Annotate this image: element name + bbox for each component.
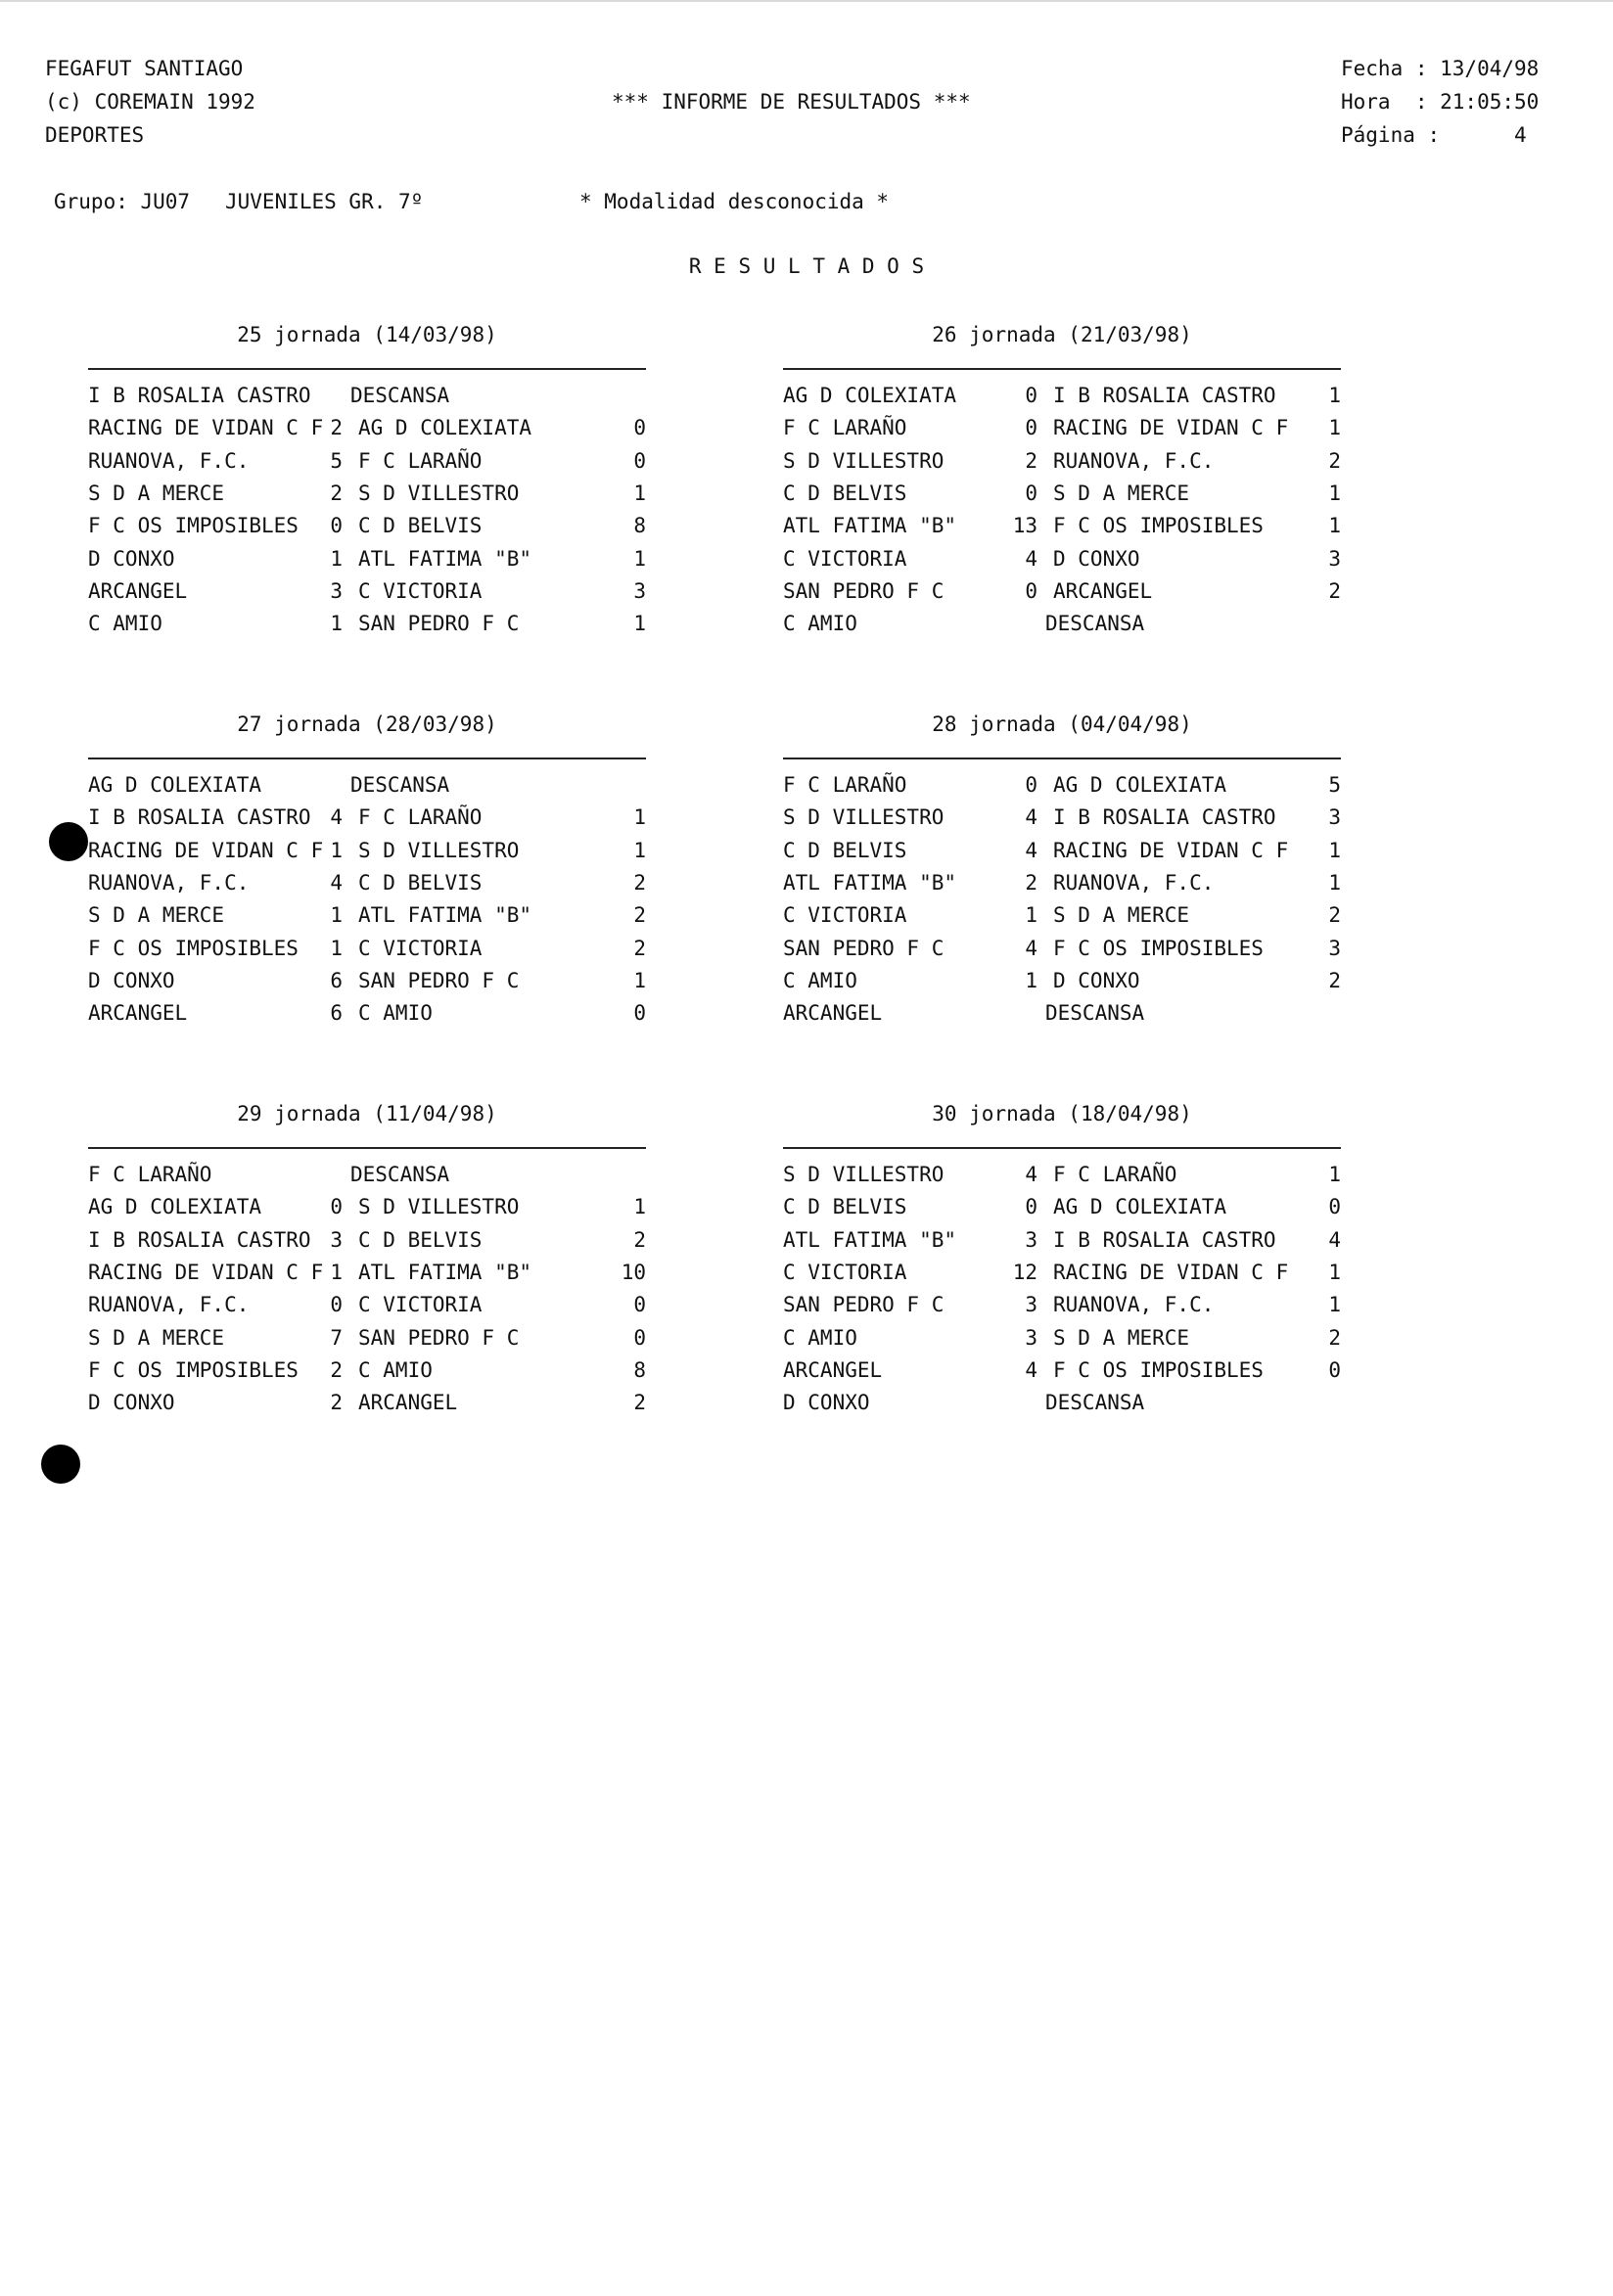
home-team: ARCANGEL (88, 1001, 188, 1026)
match-row (88, 1261, 646, 1293)
home-score: 2 (330, 416, 343, 440)
away-score: 0 (1328, 1195, 1341, 1219)
home-score: 5 (330, 448, 343, 473)
match-row (783, 579, 1341, 612)
home-score: 1 (330, 903, 343, 928)
match-row (783, 416, 1341, 448)
away-team: AG D COLEXIATA (358, 416, 532, 440)
away-score: 1 (633, 968, 646, 992)
away-score: 1 (1328, 838, 1341, 862)
home-team: I B ROSALIA CASTRO (88, 805, 311, 830)
away-team: RACING DE VIDAN C F (1053, 1260, 1289, 1284)
away-score: 3 (1328, 805, 1341, 830)
home-score: 2 (330, 481, 343, 505)
home-score: 12 (1012, 1260, 1037, 1284)
away-score: 2 (1328, 448, 1341, 473)
jornada-block (783, 1102, 1341, 1415)
away-team: ATL FATIMA "B" (358, 1260, 532, 1284)
home-score: 0 (1025, 481, 1037, 505)
jornada-divider (88, 758, 646, 759)
jornada-block (783, 712, 1341, 1026)
match-row (88, 937, 646, 969)
match-row (783, 547, 1341, 579)
match-row (783, 1358, 1341, 1391)
away-score: 8 (633, 1357, 646, 1382)
away-team: C VICTORIA (358, 1293, 483, 1317)
home-team: D CONXO (783, 1391, 870, 1415)
match-row (88, 773, 646, 805)
away-team: D CONXO (1053, 546, 1140, 571)
away-score: 1 (633, 612, 646, 636)
copyright-line: (c) COREMAIN 1992 (45, 90, 255, 114)
away-score: 2 (633, 1391, 646, 1415)
home-team: S D VILLESTRO (783, 805, 945, 830)
away-team: ATL FATIMA "B" (358, 903, 532, 928)
away-score: 2 (633, 903, 646, 928)
match-row (88, 1163, 646, 1195)
home-score: 1 (330, 546, 343, 571)
away-score: 2 (633, 936, 646, 960)
match-row (88, 1228, 646, 1261)
match-row (88, 547, 646, 579)
jornada-divider (783, 368, 1341, 370)
home-team: C AMIO (783, 968, 857, 992)
match-row (88, 969, 646, 1001)
away-team: F C LARAÑO (358, 805, 483, 830)
away-score: 5 (1328, 773, 1341, 797)
jornada-divider (88, 1147, 646, 1149)
home-team: RACING DE VIDAN C F (88, 1260, 324, 1284)
away-team: C D BELVIS (358, 514, 483, 538)
home-team: SAN PEDRO F C (783, 578, 945, 603)
away-team: C D BELVIS (358, 1227, 483, 1252)
away-team: I B ROSALIA CASTRO (1053, 1227, 1276, 1252)
home-score: 2 (330, 1391, 343, 1415)
home-score: 0 (1025, 1195, 1037, 1219)
home-team: S D A MERCE (88, 481, 225, 505)
home-score: 1 (330, 1260, 343, 1284)
away-score: 2 (1328, 578, 1341, 603)
away-team: C D BELVIS (358, 870, 483, 895)
match-row (88, 805, 646, 838)
away-score: 1 (1328, 1260, 1341, 1284)
away-team: S D A MERCE (1053, 903, 1190, 928)
section-title: R E S U L T A D O S (688, 254, 925, 278)
rest-label: DESCANSA (350, 1163, 450, 1186)
home-score: 1 (330, 838, 343, 862)
away-score: 1 (1328, 1163, 1341, 1186)
org-name: FEGAFUT SANTIAGO (45, 57, 244, 80)
jornada-title: 27 jornada (28/03/98) (237, 712, 497, 736)
jornada-title: 29 jornada (11/04/98) (237, 1102, 497, 1125)
away-team: F C LARAÑO (1053, 1163, 1177, 1186)
match-row (88, 384, 646, 416)
away-score: 0 (633, 416, 646, 440)
match-row (783, 1293, 1341, 1325)
home-score: 4 (1025, 805, 1037, 830)
match-row (88, 449, 646, 482)
home-team: I B ROSALIA CASTRO (88, 1227, 311, 1252)
match-row (88, 482, 646, 514)
home-score: 3 (1025, 1293, 1037, 1317)
away-score: 3 (633, 578, 646, 603)
home-score: 3 (1025, 1325, 1037, 1350)
match-row (783, 514, 1341, 546)
away-score: 1 (1328, 416, 1341, 440)
away-team: I B ROSALIA CASTRO (1053, 805, 1276, 830)
top-border (0, 0, 1613, 2)
home-score: 6 (330, 968, 343, 992)
away-score: 2 (1328, 903, 1341, 928)
match-row (783, 805, 1341, 838)
home-team: D CONXO (88, 968, 175, 992)
home-score: 2 (330, 1357, 343, 1382)
home-team: S D A MERCE (88, 1325, 225, 1350)
home-team: RUANOVA, F.C. (88, 448, 250, 473)
home-score: 0 (330, 1293, 343, 1317)
home-score: 3 (1025, 1227, 1037, 1252)
jornada-divider (88, 368, 646, 370)
home-team: ATL FATIMA "B" (783, 870, 957, 895)
jornada-divider (783, 1147, 1341, 1149)
away-score: 0 (633, 1293, 646, 1317)
away-score: 4 (1328, 1227, 1341, 1252)
match-row (783, 1261, 1341, 1293)
away-team: AG D COLEXIATA (1053, 773, 1227, 797)
match-row (783, 1228, 1341, 1261)
home-team: ARCANGEL (783, 1001, 883, 1026)
match-row (88, 1001, 646, 1033)
away-team: RUANOVA, F.C. (1053, 870, 1215, 895)
home-team: C AMIO (783, 1325, 857, 1350)
binder-hole (41, 1445, 80, 1484)
away-score: 0 (1328, 1357, 1341, 1382)
home-team: F C OS IMPOSIBLES (88, 514, 299, 538)
away-team: F C OS IMPOSIBLES (1053, 936, 1264, 960)
home-team: AG D COLEXIATA (88, 1195, 262, 1219)
jornada-title: 25 jornada (14/03/98) (237, 323, 497, 346)
away-score: 1 (1328, 481, 1341, 505)
home-score: 0 (1025, 773, 1037, 797)
home-team: C VICTORIA (783, 546, 907, 571)
home-team: C AMIO (88, 612, 162, 636)
home-team: SAN PEDRO F C (783, 1293, 945, 1317)
rest-label: DESCANSA (1045, 1391, 1145, 1415)
away-team: S D A MERCE (1053, 1325, 1190, 1350)
away-score: 1 (633, 838, 646, 862)
home-score: 4 (1025, 1357, 1037, 1382)
match-row (783, 937, 1341, 969)
away-team: RUANOVA, F.C. (1053, 1293, 1215, 1317)
home-team: F C LARAÑO (783, 416, 907, 440)
home-team: C D BELVIS (783, 481, 907, 505)
home-score: 13 (1012, 514, 1037, 538)
away-team: I B ROSALIA CASTRO (1053, 384, 1276, 407)
away-score: 8 (633, 514, 646, 538)
home-score: 2 (1025, 448, 1037, 473)
jornada-title: 26 jornada (21/03/98) (932, 323, 1192, 346)
match-row (783, 482, 1341, 514)
home-team: S D VILLESTRO (783, 448, 945, 473)
home-score: 4 (1025, 838, 1037, 862)
jornada-block (88, 712, 646, 1026)
away-score: 1 (633, 1195, 646, 1219)
away-team: AG D COLEXIATA (1053, 1195, 1227, 1219)
away-score: 3 (1328, 936, 1341, 960)
home-team: C VICTORIA (783, 903, 907, 928)
home-score: 7 (330, 1325, 343, 1350)
away-score: 2 (633, 1227, 646, 1252)
home-score: 4 (330, 805, 343, 830)
away-team: C AMIO (358, 1001, 433, 1026)
page-number: Página : 4 (1341, 123, 1527, 147)
away-team: S D A MERCE (1053, 481, 1190, 505)
match-row (88, 871, 646, 903)
home-team: ARCANGEL (88, 578, 188, 603)
away-team: F C OS IMPOSIBLES (1053, 514, 1264, 538)
report-date: Fecha : 13/04/98 (1341, 57, 1540, 80)
home-score: 4 (1025, 936, 1037, 960)
home-score: 1 (1025, 968, 1037, 992)
report-time: Hora : 21:05:50 (1341, 90, 1540, 114)
jornada-block (88, 1102, 646, 1415)
home-score: 1 (330, 612, 343, 636)
away-score: 2 (1328, 1325, 1341, 1350)
match-row (783, 839, 1341, 871)
home-team: D CONXO (88, 1391, 175, 1415)
home-team: C D BELVIS (783, 838, 907, 862)
home-score: 0 (330, 514, 343, 538)
jornada-block (88, 323, 646, 636)
away-team: ARCANGEL (358, 1391, 458, 1415)
home-score: 3 (330, 578, 343, 603)
away-team: S D VILLESTRO (358, 1195, 520, 1219)
rest-label: DESCANSA (1045, 1001, 1145, 1026)
home-score: 4 (1025, 546, 1037, 571)
home-score: 0 (1025, 384, 1037, 407)
home-team: RACING DE VIDAN C F (88, 838, 324, 862)
home-team: AG D COLEXIATA (88, 773, 262, 797)
match-row (88, 903, 646, 936)
department-line: DEPORTES (45, 123, 145, 147)
home-team: D CONXO (88, 546, 175, 571)
away-team: SAN PEDRO F C (358, 612, 520, 636)
match-row (783, 1163, 1341, 1195)
away-score: 1 (633, 481, 646, 505)
home-team: RUANOVA, F.C. (88, 870, 250, 895)
home-team: ATL FATIMA "B" (783, 514, 957, 538)
away-score: 0 (633, 1325, 646, 1350)
away-team: ATL FATIMA "B" (358, 546, 532, 571)
away-score: 2 (1328, 968, 1341, 992)
match-row (783, 969, 1341, 1001)
match-row (783, 612, 1341, 644)
home-team: AG D COLEXIATA (783, 384, 957, 407)
jornada-block (783, 323, 1341, 636)
away-team: C VICTORIA (358, 936, 483, 960)
away-score: 2 (633, 870, 646, 895)
home-team: RUANOVA, F.C. (88, 1293, 250, 1317)
away-team: S D VILLESTRO (358, 838, 520, 862)
home-score: 1 (1025, 903, 1037, 928)
home-team: S D VILLESTRO (783, 1163, 945, 1186)
home-score: 2 (1025, 870, 1037, 895)
group-name: JUVENILES GR. 7º (225, 190, 424, 213)
home-team: C D BELVIS (783, 1195, 907, 1219)
away-team: F C LARAÑO (358, 448, 483, 473)
jornada-title: 30 jornada (18/04/98) (932, 1102, 1192, 1125)
match-row (88, 1326, 646, 1358)
away-team: ARCANGEL (1053, 578, 1153, 603)
away-score: 1 (1328, 514, 1341, 538)
match-row (783, 1001, 1341, 1033)
home-score: 4 (330, 870, 343, 895)
match-row (88, 416, 646, 448)
binder-hole (49, 822, 88, 861)
match-row (88, 612, 646, 644)
home-team: ATL FATIMA "B" (783, 1227, 957, 1252)
home-team: C VICTORIA (783, 1260, 907, 1284)
away-team: RACING DE VIDAN C F (1053, 416, 1289, 440)
away-team: C AMIO (358, 1357, 433, 1382)
home-team: F C LARAÑO (88, 1163, 212, 1186)
modality-note: * Modalidad desconocida * (579, 190, 890, 213)
match-row (88, 579, 646, 612)
match-row (88, 1195, 646, 1227)
home-team: I B ROSALIA CASTRO (88, 384, 311, 407)
away-team: D CONXO (1053, 968, 1140, 992)
home-team: C AMIO (783, 612, 857, 636)
match-row (783, 773, 1341, 805)
away-score: 0 (633, 448, 646, 473)
home-score: 0 (1025, 578, 1037, 603)
away-team: RUANOVA, F.C. (1053, 448, 1215, 473)
away-team: F C OS IMPOSIBLES (1053, 1357, 1264, 1382)
home-team: F C LARAÑO (783, 773, 907, 797)
home-team: ARCANGEL (783, 1357, 883, 1382)
match-row (783, 449, 1341, 482)
away-team: C VICTORIA (358, 578, 483, 603)
rest-label: DESCANSA (1045, 612, 1145, 636)
away-score: 10 (621, 1260, 646, 1284)
away-score: 3 (1328, 546, 1341, 571)
rest-label: DESCANSA (350, 773, 450, 797)
away-score: 0 (633, 1001, 646, 1026)
away-score: 1 (1328, 870, 1341, 895)
away-team: S D VILLESTRO (358, 481, 520, 505)
away-score: 1 (1328, 1293, 1341, 1317)
jornada-title: 28 jornada (04/04/98) (932, 712, 1192, 736)
away-team: SAN PEDRO F C (358, 968, 520, 992)
away-score: 1 (633, 805, 646, 830)
home-team: S D A MERCE (88, 903, 225, 928)
home-score: 0 (1025, 416, 1037, 440)
match-row (88, 1391, 646, 1423)
rest-label: DESCANSA (350, 384, 450, 407)
match-row (783, 1326, 1341, 1358)
match-row (88, 514, 646, 546)
home-team: F C OS IMPOSIBLES (88, 936, 299, 960)
jornada-divider (783, 758, 1341, 759)
match-row (783, 903, 1341, 936)
away-team: SAN PEDRO F C (358, 1325, 520, 1350)
home-score: 4 (1025, 1163, 1037, 1186)
home-score: 3 (330, 1227, 343, 1252)
report-title: *** INFORME DE RESULTADOS *** (612, 90, 971, 114)
home-score: 6 (330, 1001, 343, 1026)
home-team: F C OS IMPOSIBLES (88, 1357, 299, 1382)
away-score: 1 (633, 546, 646, 571)
match-row (783, 1391, 1341, 1423)
match-row (783, 384, 1341, 416)
away-score: 1 (1328, 384, 1341, 407)
home-team: RACING DE VIDAN C F (88, 416, 324, 440)
match-row (88, 1293, 646, 1325)
match-row (88, 1358, 646, 1391)
group-code: Grupo: JU07 (54, 190, 191, 213)
match-row (88, 839, 646, 871)
home-score: 1 (330, 936, 343, 960)
away-team: RACING DE VIDAN C F (1053, 838, 1289, 862)
home-team: SAN PEDRO F C (783, 936, 945, 960)
home-score: 0 (330, 1195, 343, 1219)
match-row (783, 871, 1341, 903)
match-row (783, 1195, 1341, 1227)
